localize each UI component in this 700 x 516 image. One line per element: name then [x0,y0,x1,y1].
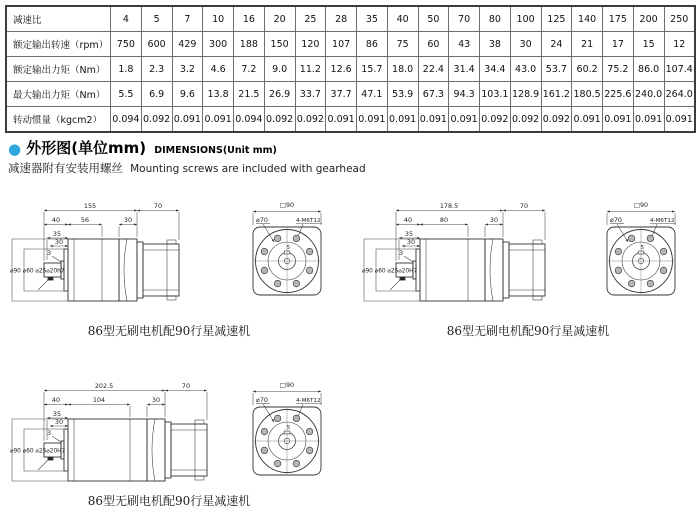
table-cell: 86 [357,32,388,57]
table-cell: 0.091 [572,107,603,133]
table-cell: 1.8 [111,57,142,82]
table-cell: 4.6 [203,57,234,82]
section-note-cn: 减速器附有安装用螺丝 [8,161,123,175]
section-title-en: DIMENSIONS(Unit mm) [154,145,277,156]
table-cell: 7.2 [234,57,265,82]
table-cell: 7 [172,6,203,32]
table-cell: 40 [387,6,418,32]
table-cell: 128.9 [510,82,541,107]
table-cell: 30 [510,32,541,57]
table-cell: 0.091 [418,107,449,133]
dim-keyway: 5 [286,245,291,251]
table-cell: 53.7 [541,57,572,82]
table-cell: 37.7 [326,82,357,107]
table-cell: 11.2 [295,57,326,82]
table-cell: 53.9 [387,82,418,107]
front-view-drawing [241,378,333,498]
table-cell: 60.2 [572,57,603,82]
section-note-en: Mounting screws are included with gearhead [130,163,366,175]
table-cell: 70 [449,6,480,32]
table-cell: 140 [572,6,603,32]
dim-keyway: 5 [640,245,645,251]
drawing-gearmotor-155 [8,198,330,344]
centerlines [254,228,320,294]
dim-total: 178.5 [439,202,459,210]
table-cell: 12 [664,32,695,57]
table-cell: 67.3 [418,82,449,107]
table-cell: 47.1 [357,82,388,107]
table-cell: 26.9 [264,82,295,107]
side-view-drawing [8,378,214,496]
table-cell: 0.094 [111,107,142,133]
row-label: 最大输出力矩（Nm） [6,82,111,107]
table-cell: 16 [234,6,265,32]
dim-35: 35 [52,409,62,418]
section-header [8,137,277,158]
shaft-diameters-label: ⌀90 ⌀60 ⌀25⌀20h7 [10,268,65,275]
table-cell: 175 [603,6,634,32]
dim-screws: 4-M6T12 [296,398,321,404]
dim-30: 30 [406,237,416,246]
table-cell: 17 [603,32,634,57]
dim-adapter-length: 30 [489,216,499,224]
table-cell: 50 [418,6,449,32]
table-cell: 0.091 [387,107,418,133]
table-cell: 43 [449,32,480,57]
gearmotor-outline [396,239,545,301]
table-cell: 0.091 [203,107,234,133]
dim-35: 35 [52,229,62,238]
table-cell: 300 [203,32,234,57]
table-cell: 22.4 [418,57,449,82]
dim-keyway: 5 [286,425,291,431]
table-cell: 21 [572,32,603,57]
table-cell: 103.1 [480,82,511,107]
table-cell: 0.092 [141,107,172,133]
dim-screws: 4-M6T12 [296,218,321,224]
row-label: 额定输出转速（rpm） [6,32,111,57]
table-cell: 0.091 [664,107,695,133]
table-cell: 31.4 [449,57,480,82]
table-cell: 15 [633,32,664,57]
table-cell: 750 [111,32,142,57]
drawing-caption: 86型无刷电机配90行星减速机 [87,494,251,508]
dim-square: □90 [279,381,295,389]
table-cell: 180.5 [572,82,603,107]
table-cell: 15.7 [357,57,388,82]
dim-motor-length: 70 [153,202,163,210]
table-cell: 200 [633,6,664,32]
table-cell: 5.5 [111,82,142,107]
spec-table [5,5,696,133]
gearmotor-outline [44,419,207,481]
table-cell: 0.091 [326,107,357,133]
row-label: 转动惯量（kgcm2） [6,107,111,133]
table-cell: 429 [172,32,203,57]
dim-gear-length: 104 [92,396,106,404]
dim-bolt-circle: ⌀70 [256,396,268,404]
drawing-gearmotor-202 [8,378,330,514]
table-cell: 107 [326,32,357,57]
table-cell: 13.8 [203,82,234,107]
dim-shaft-length: 40 [51,216,61,224]
dim-screws: 4-M6T12 [650,218,675,224]
section-title-cn: 外形图(单位mm) [26,139,147,157]
table-cell: 9.0 [264,57,295,82]
drawing-caption: 86型无刷电机配90行星减速机 [446,324,610,338]
table-cell: 0.092 [295,107,326,133]
table-cell: 4 [111,6,142,32]
table-cell: 43.0 [510,57,541,82]
table-cell: 60 [418,32,449,57]
table-cell: 0.092 [510,107,541,133]
dim-adapter-length: 30 [151,396,161,404]
table-cell: 94.3 [449,82,480,107]
table-cell: 0.092 [264,107,295,133]
dim-gear-length: 56 [80,216,90,224]
dim-30: 30 [54,417,64,426]
table-cell: 75.2 [603,57,634,82]
table-cell: 10 [203,6,234,32]
table-row [6,82,695,107]
dim-total: 202.5 [94,382,114,390]
table-cell: 12.6 [326,57,357,82]
bullet-icon: ● [8,140,22,158]
table-cell: 161.2 [541,82,572,107]
centerlines [254,408,320,474]
table-cell: 21.5 [234,82,265,107]
dim-3: 3 [46,429,52,437]
drawing-caption: 86型无刷电机配90行星减速机 [87,324,251,338]
dim-bolt-circle: ⌀70 [256,216,268,224]
table-cell: 86.0 [633,57,664,82]
section-note [8,157,366,176]
table-cell: 100 [510,6,541,32]
spec-table-body [6,6,695,132]
table-cell: 24 [541,32,572,57]
table-cell: 0.091 [633,107,664,133]
side-view-drawing [360,198,552,316]
table-cell: 80 [480,6,511,32]
table-cell: 600 [141,32,172,57]
dim-square: □90 [279,201,295,209]
table-cell: 3.2 [172,57,203,82]
table-cell: 120 [295,32,326,57]
dim-shaft-length: 40 [51,396,61,404]
dim-motor-length: 70 [181,382,191,390]
table-row [6,6,695,32]
table-cell: 0.094 [234,107,265,133]
dim-35: 35 [404,229,414,238]
table-cell: 250 [664,6,695,32]
dim-square: □90 [633,201,649,209]
dim-30: 30 [54,237,64,246]
dim-motor-length: 70 [519,202,529,210]
table-cell: 264.0 [664,82,695,107]
shaft-diameters-label: ⌀90 ⌀60 ⌀25⌀20H7 [362,268,418,275]
dim-3: 3 [398,249,404,257]
table-cell: 20 [264,6,295,32]
table-cell: 150 [264,32,295,57]
front-view-drawing [241,198,333,318]
dim-bolt-circle: ⌀70 [610,216,622,224]
dim-gear-length: 80 [439,216,449,224]
dim-total: 155 [83,202,97,210]
table-cell: 0.091 [357,107,388,133]
table-cell: 33.7 [295,82,326,107]
table-cell: 125 [541,6,572,32]
table-cell: 107.4 [664,57,695,82]
dim-adapter-length: 30 [123,216,133,224]
table-cell: 0.091 [172,107,203,133]
table-cell: 25 [295,6,326,32]
table-cell: 225.6 [603,82,634,107]
table-cell: 34.4 [480,57,511,82]
table-cell: 9.6 [172,82,203,107]
table-row [6,57,695,82]
table-cell: 6.9 [141,82,172,107]
table-cell: 38 [480,32,511,57]
table-cell: 28 [326,6,357,32]
centerlines [608,228,674,294]
table-cell: 35 [357,6,388,32]
table-cell: 75 [387,32,418,57]
shaft-diameters-label: ⌀90 ⌀60 ⌀25⌀20H7 [10,448,66,455]
table-row [6,107,695,133]
table-cell: 188 [234,32,265,57]
dim-3: 3 [46,249,52,257]
dim-shaft-length: 40 [403,216,413,224]
table-cell: 5 [141,6,172,32]
front-view-drawing [595,198,687,318]
table-cell: 0.092 [480,107,511,133]
table-cell: 0.091 [449,107,480,133]
table-cell: 0.092 [541,107,572,133]
table-cell: 240.0 [633,82,664,107]
row-label: 减速比 [6,6,111,32]
table-cell: 18.0 [387,57,418,82]
row-label: 额定输出力矩（Nm） [6,57,111,82]
table-cell: 2.3 [141,57,172,82]
drawing-gearmotor-178 [360,198,696,344]
side-view-drawing [8,198,184,316]
table-row [6,32,695,57]
table-cell: 0.091 [603,107,634,133]
